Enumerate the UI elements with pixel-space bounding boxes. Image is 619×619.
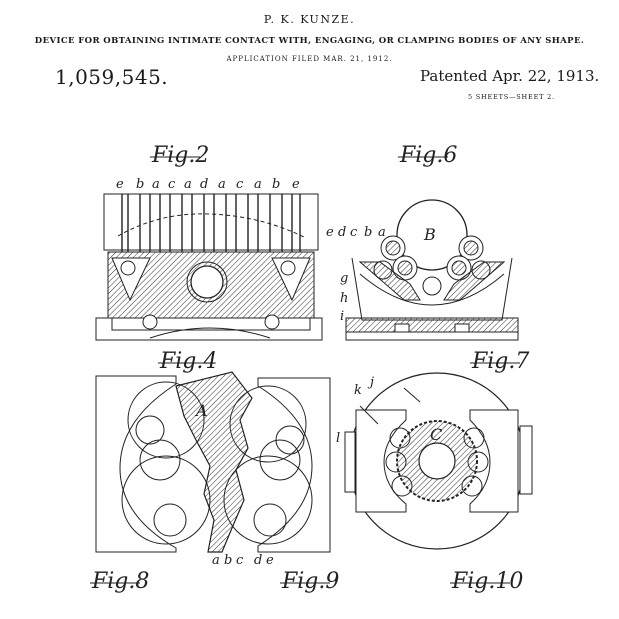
fig8-letter: c <box>236 553 244 568</box>
fig10-label: Fig.10 <box>452 569 524 594</box>
fig7-label: Fig.7 <box>472 349 530 374</box>
fig10-letter: j <box>370 375 375 390</box>
fig6-body-letter: B <box>424 225 436 244</box>
fig2-letter: c <box>236 177 244 192</box>
fig2-letter: a <box>218 177 226 192</box>
patent-number: 1,059,545. <box>55 65 169 89</box>
fig9-label: Fig.9 <box>282 569 340 594</box>
fig2-letter: a <box>184 177 192 192</box>
fig6-letter: h <box>340 291 349 306</box>
fig6-label: Fig.6 <box>400 143 458 168</box>
fig6-letter: b <box>364 225 373 240</box>
fig6-letter: a <box>378 225 386 240</box>
fig2-letter: b <box>272 177 281 192</box>
patent-title: DEVICE FOR OBTAINING INTIMATE CONTACT WITH, ENGAGING, OR CLAMPING BODIES OF ANY SHAPE. <box>34 36 585 46</box>
fig2-letters <box>116 177 300 192</box>
fig6-drawing <box>346 200 518 340</box>
fig6-letter: d <box>338 225 347 240</box>
fig6-letter: e <box>326 225 334 240</box>
patented-date: Patented Apr. 22, 1913. <box>420 67 600 85</box>
fig2-label: Fig.2 <box>152 143 210 168</box>
fig8-letter: a <box>212 553 220 568</box>
fig8-letter: e <box>266 553 274 568</box>
application-filed: APPLICATION FILED MAR. 21, 1912. <box>226 55 393 63</box>
fig10-body-letter: C <box>430 425 443 444</box>
fig10-letter: l <box>336 431 341 446</box>
fig4-label: Fig.4 <box>160 349 218 374</box>
fig8-drawing <box>96 372 330 552</box>
fig2-letter: e <box>116 177 124 192</box>
fig2-letter: e <box>292 177 300 192</box>
sheet-count: 5 SHEETS—SHEET 2. <box>468 93 555 101</box>
fig10-letter: k <box>354 383 362 398</box>
fig6-letter: g <box>340 271 349 286</box>
fig2-drawing <box>96 194 322 340</box>
fig2-letter: b <box>136 177 145 192</box>
fig8-body-letter: A <box>196 401 208 420</box>
fig2-letter: c <box>168 177 176 192</box>
fig6-letter: c <box>350 225 358 240</box>
fig10-drawing <box>345 373 532 549</box>
fig8-label: Fig.8 <box>92 569 150 594</box>
fig6-letter: i <box>340 309 345 324</box>
fig2-letter: a <box>254 177 262 192</box>
fig2-letter: d <box>200 177 209 192</box>
fig8-letter: d <box>254 553 263 568</box>
fig8-letter: b <box>224 553 233 568</box>
fig2-letter: a <box>152 177 160 192</box>
inventor-name: P. K. KUNZE. <box>263 13 356 26</box>
